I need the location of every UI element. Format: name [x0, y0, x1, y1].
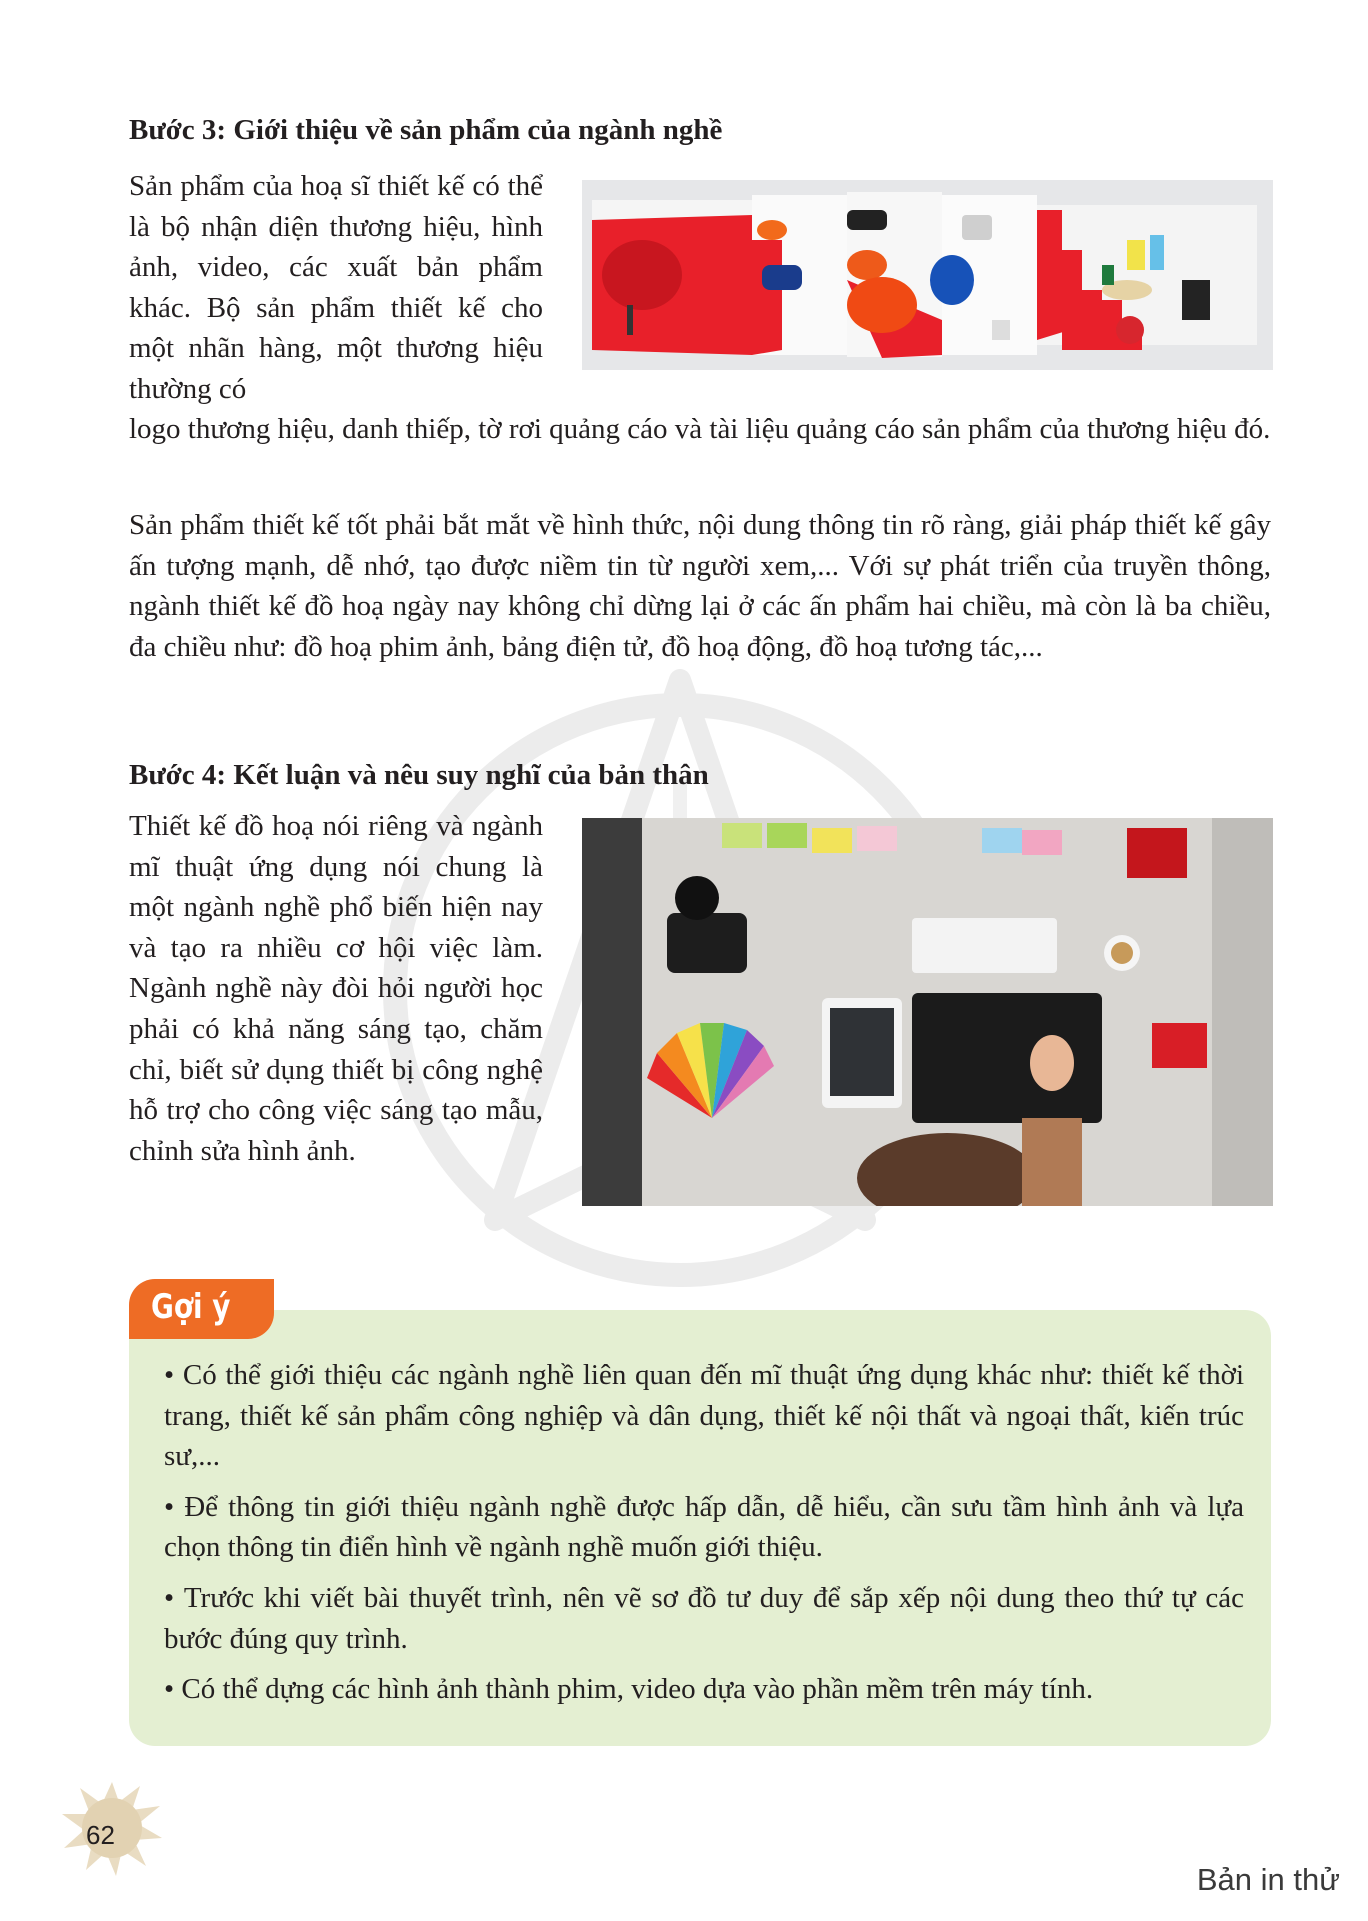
- section4-heading: Bước 4: Kết luận và nêu suy nghĩ của bản thân: [129, 759, 709, 791]
- section3-paragraph2: Sản phẩm thiết kế tốt phải bắt mắt về hình thức, nội dung thông tin rõ ràng, giải pháp thiết kế gây ấn tượng mạnh, dễ nhớ, tạo được niềm tin từ người xem,... Với sự phát triển của truyền thông, ngành thiết kế đồ hoạ ngày nay không chỉ dừng lại ở các ấn phẩm hai chiều, mà còn là ba chiều, đa chiều như: đồ hoạ phim ảnh, bảng điện tử, đồ hoạ động, đồ hoạ tương tác,...: [129, 509, 1271, 663]
- section3-paragraph1-intro: Sản phẩm của hoạ sĩ thiết kế có thể là bộ nhận diện thương hiệu, hình ảnh, video, các xuất bản phẩm khác. Bộ sản phẩm thiết kế cho một nhãn hàng, một thương hiệu thường có: [129, 170, 543, 405]
- proof-label: Bản in thử: [1196, 1862, 1340, 1897]
- hint-item: • Để thông tin giới thiệu ngành nghề được hấp dẫn, dễ hiểu, cần sưu tầm hình ảnh và lựa chọn thông tin điển hình về ngành nghề muốn giới thiệu.: [164, 1487, 1244, 1568]
- section3-heading: Bước 3: Giới thiệu về sản phẩm của ngành nghề: [129, 114, 723, 146]
- page-number: 62: [86, 1820, 115, 1850]
- designer-desk-image: [582, 818, 1273, 1206]
- hint-item: • Có thể giới thiệu các ngành nghề liên quan đến mĩ thuật ứng dụng khác như: thiết kế thời trang, thiết kế sản phẩm công nghiệp và dân dụng, thiết kế nội thất và ngoại thất, kiến trúc sư,...: [164, 1355, 1244, 1477]
- hint-item: • Có thể dựng các hình ảnh thành phim, video dựa vào phần mềm trên máy tính.: [164, 1669, 1244, 1710]
- product-catalogue-image: [582, 180, 1273, 370]
- section4-paragraph: Thiết kế đồ hoạ nói riêng và ngành mĩ thuật ứng dụng nói chung là một ngành nghề phổ biến hiện nay và tạo ra nhiều cơ hội việc làm. Ngành nghề này đòi hỏi người học phải có khả năng sáng tạo, chăm chỉ, biết sử dụng thiết bị công nghệ hỗ trợ cho công việc sáng tạo mẫu, chỉnh sửa hình ảnh.: [129, 810, 543, 1167]
- hint-title-tag: [129, 1279, 274, 1339]
- hint-list: [164, 1355, 1244, 1720]
- hint-item: • Trước khi viết bài thuyết trình, nên vẽ sơ đồ tư duy để sắp xếp nội dung theo thứ tự các bước đúng quy trình.: [164, 1578, 1244, 1659]
- hint-title: Gợi ý: [151, 1287, 231, 1327]
- section3-paragraph1-continued: logo thương hiệu, danh thiếp, tờ rơi quảng cáo và tài liệu quảng cáo sản phẩm của thương hiệu đó.: [129, 413, 1271, 445]
